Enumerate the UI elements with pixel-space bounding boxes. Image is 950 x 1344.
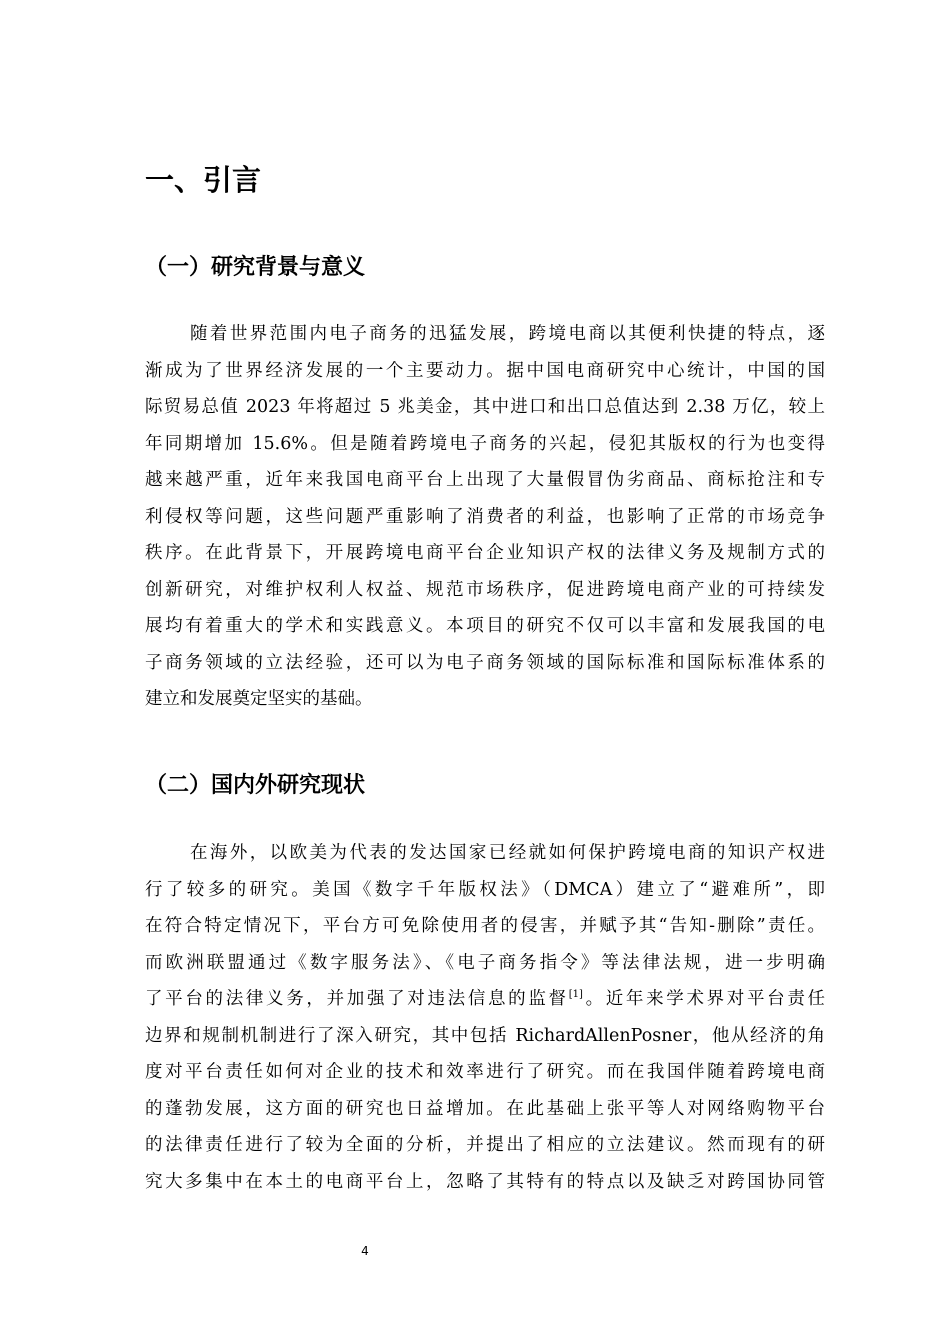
section-heading-research-status: （二）国内外研究现状 [145, 773, 366, 798]
text-line: 在符合特定情况下，平台方可免除使用者的侵害，并赋予其“告知-删除”责任。 [145, 916, 825, 936]
text-line: 子商务领域的立法经验，还可以为电子商务领域的国际标准和国际标准体系的 [145, 652, 825, 673]
citation-marker: [1] [568, 989, 583, 1001]
page-number: 4 [361, 1244, 369, 1258]
text-line [145, 981, 825, 1018]
text-line: 越来越严重，近年来我国电商平台上出现了大量假冒伪劣商品、商标抢注和专 [145, 470, 825, 490]
text-line: 究大多集中在本土的电商平台上，忽略了其特有的特点以及缺乏对跨国协同管 [145, 1171, 825, 1192]
paragraph-research-status [145, 835, 825, 1200]
text-line: 边界和规制机制进行了深入研究，其中包括 RichardAllenPosner，他从经济的角 [145, 1025, 825, 1046]
text-line: 行了较多的研究。美国《数字千年版权法》（DMCA）建立了“避难所”，即 [145, 879, 825, 900]
text-line: 际贸易总值 2023 年将超过 5 兆美金，其中进口和出口总值达到 2.38 万亿，较上 [145, 397, 825, 417]
text-line: 度对平台责任如何对企业的技术和效率进行了研究。而在我国伴随着跨境电商 [145, 1062, 825, 1082]
text-line: 建立和发展奠定坚实的基础。 [145, 689, 373, 709]
text-segment: 。近年来学术界对平台责任 [582, 989, 826, 1009]
text-line: 展均有着重大的学术和实践意义。本项目的研究不仅可以丰富和发展我国的电 [145, 616, 825, 636]
section-heading-background: （一）研究背景与意义 [145, 255, 366, 280]
text-line: 利侵权等问题，这些问题严重影响了消费者的利益，也影响了正常的市场竞争 [145, 506, 825, 527]
text-line: 随着世界范围内电子商务的迅猛发展，跨境电商以其便利快捷的特点，逐 [190, 324, 825, 344]
text-line: 渐成为了世界经济发展的一个主要动力。据中国电商研究中心统计，中国的国 [145, 360, 825, 381]
text-segment: 了平台的法律义务，并加强了对违法信息的监督 [145, 989, 569, 1009]
chapter-heading: 一、引言 [145, 163, 262, 197]
text-line: 秩序。在此背景下，开展跨境电商平台企业知识产权的法律义务及规制方式的 [145, 543, 825, 563]
text-line: 创新研究，对维护权利人权益、规范市场秩序，促进跨境电商产业的可持续发 [145, 579, 825, 600]
text-line: 在海外，以欧美为代表的发达国家已经就如何保护跨境电商的知识产权进 [190, 843, 825, 863]
text-line: 年同期增加 15.6%。但是随着跨境电子商务的兴起，侵犯其版权的行为也变得 [145, 433, 825, 454]
text-line: 的蓬勃发展，这方面的研究也日益增加。在此基础上张平等人对网络购物平台 [145, 1098, 825, 1119]
text-line: 而欧洲联盟通过《数字服务法》、《电子商务指令》等法律法规，进一步明确 [145, 952, 825, 973]
paragraph-background [145, 316, 825, 718]
text-line: 的法律责任进行了较为全面的分析，并提出了相应的立法建议。然而现有的研 [145, 1135, 825, 1155]
